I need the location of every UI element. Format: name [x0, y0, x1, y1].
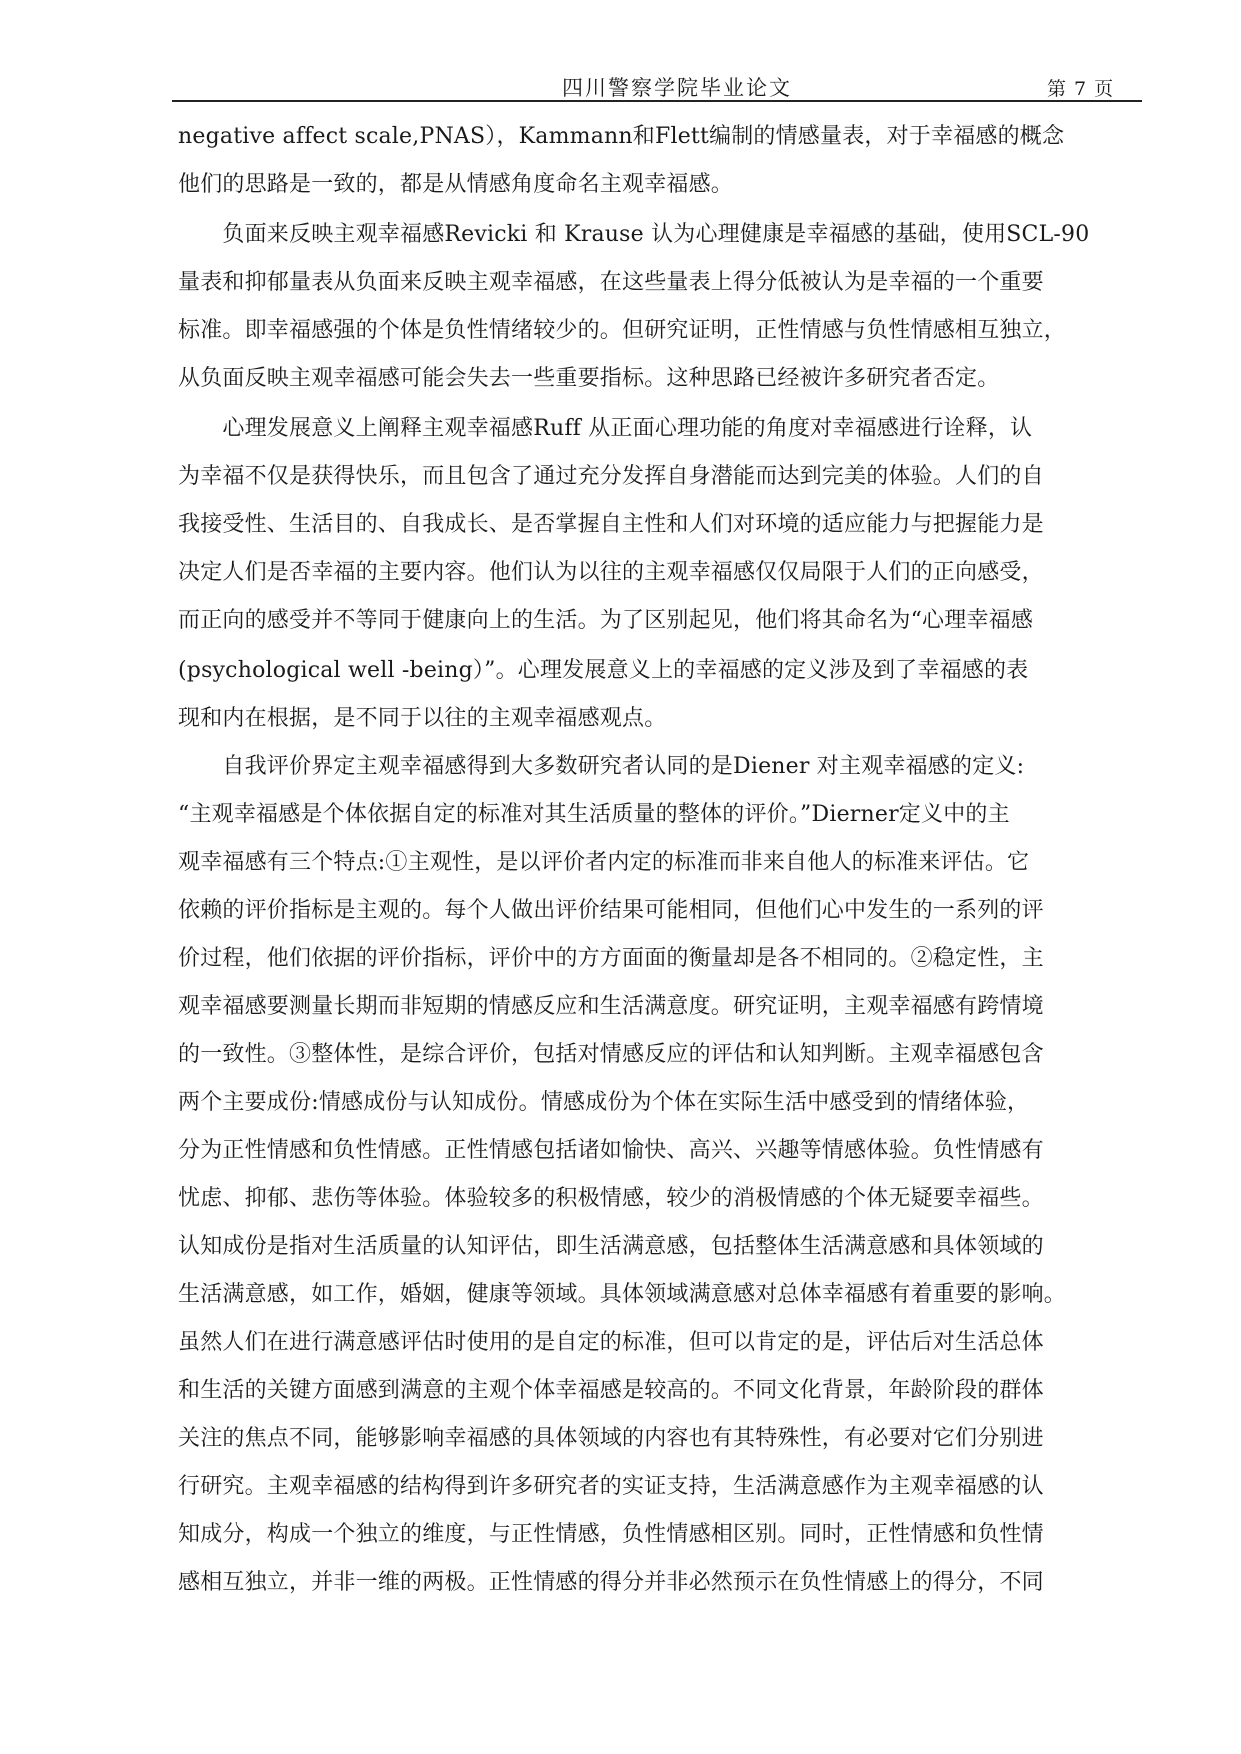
header-divider: [172, 100, 1142, 102]
text-line: 负面来反映主观幸福感Revicki 和 Krause 认为心理健康是幸福感的基础，使用SCL-90: [178, 222, 1090, 247]
text-line: (psychological well -being）”。心理发展意义上的幸福感的定义涉及到了幸福感的表: [178, 658, 1029, 683]
text-line: 自我评价界定主观幸福感得到大多数研究者认同的是Diener 对主观幸福感的定义:: [178, 754, 1025, 779]
text-line: 生活满意感，如工作，婚姻，健康等领域。具体领域满意感对总体幸福感有着重要的影响。: [178, 1282, 1067, 1307]
text-line: 和生活的关键方面感到满意的主观个体幸福感是较高的。不同文化背景，年龄阶段的群体: [178, 1378, 1044, 1403]
page-header: [172, 66, 1142, 102]
text-line: “主观幸福感是个体依据自定的标准对其生活质量的整体的评价。”Dierner定义中的主: [178, 802, 1010, 827]
text-line: 知成分，构成一个独立的维度，与正性情感，负性情感相区别。同时，正性情感和负性情: [178, 1522, 1044, 1547]
text-line: 关注的焦点不同，能够影响幸福感的具体领域的内容也有其特殊性，有必要对它们分别进: [178, 1426, 1044, 1451]
text-line: 观幸福感有三个特点:①主观性，是以评价者内定的标准而非来自他人的标准来评估。它: [178, 850, 1030, 875]
text-line: 他们的思路是一致的，都是从情感角度命名主观幸福感。: [178, 172, 734, 197]
page-number: 第 7 页: [1047, 78, 1115, 100]
text-line: 忧虑、抑郁、悲伤等体验。体验较多的积极情感，较少的消极情感的个体无疑要幸福些。: [178, 1186, 1044, 1211]
text-line: 分为正性情感和负性情感。正性情感包括诸如愉快、高兴、兴趣等情感体验。负性情感有: [178, 1138, 1044, 1163]
text-line: 标准。即幸福感强的个体是负性情绪较少的。但研究证明，正性情感与负性情感相互独立，: [178, 318, 1067, 343]
text-line: 虽然人们在进行满意感评估时使用的是自定的标准，但可以肯定的是，评估后对生活总体: [178, 1330, 1044, 1355]
text-line: 决定人们是否幸福的主要内容。他们认为以往的主观幸福感仅仅局限于人们的正向感受，: [178, 560, 1044, 585]
header-title: 四川警察学院毕业论文: [562, 76, 792, 100]
text-line: negative affect scale,PNAS），Kammann和Flett编制的情感量表，对于幸福感的概念: [178, 124, 1065, 149]
text-line: 价过程，他们依据的评价指标，评价中的方方面面的衡量却是各不相同的。②稳定性，主: [178, 946, 1044, 971]
text-line: 我接受性、生活目的、自我成长、是否掌握自主性和人们对环境的适应能力与把握能力是: [178, 512, 1044, 537]
text-line: 而正向的感受并不等同于健康向上的生活。为了区别起见，他们将其命名为“心理幸福感: [178, 608, 1034, 633]
text-line: 行研究。主观幸福感的结构得到许多研究者的实证支持，生活满意感作为主观幸福感的认: [178, 1474, 1044, 1499]
text-line: 量表和抑郁量表从负面来反映主观幸福感，在这些量表上得分低被认为是幸福的一个重要: [178, 270, 1044, 295]
text-line: 现和内在根据，是不同于以往的主观幸福感观点。: [178, 706, 667, 731]
text-line: 从负面反映主观幸福感可能会失去一些重要指标。这种思路已经被许多研究者否定。: [178, 366, 1000, 391]
text-line: 观幸福感要测量长期而非短期的情感反应和生活满意度。研究证明，主观幸福感有跨情境: [178, 994, 1044, 1019]
text-line: 依赖的评价指标是主观的。每个人做出评价结果可能相同，但他们心中发生的一系列的评: [178, 898, 1044, 923]
text-line: 为幸福不仅是获得快乐，而且包含了通过充分发挥自身潜能而达到完美的体验。人们的自: [178, 464, 1044, 489]
text-line: 认知成份是指对生活质量的认知评估，即生活满意感，包括整体生活满意感和具体领域的: [178, 1234, 1044, 1259]
text-line: 感相互独立，并非一维的两极。正性情感的得分并非必然预示在负性情感上的得分，不同: [178, 1570, 1044, 1595]
text-line: 两个主要成份:情感成份与认知成份。情感成份为个体在实际生活中感受到的情绪体验，: [178, 1090, 1030, 1115]
text-line: 的一致性。③整体性，是综合评价，包括对情感反应的评估和认知判断。主观幸福感包含: [178, 1042, 1044, 1067]
text-line: 心理发展意义上阐释主观幸福感Ruff 从正面心理功能的角度对幸福感进行诠释，认: [178, 416, 1033, 441]
